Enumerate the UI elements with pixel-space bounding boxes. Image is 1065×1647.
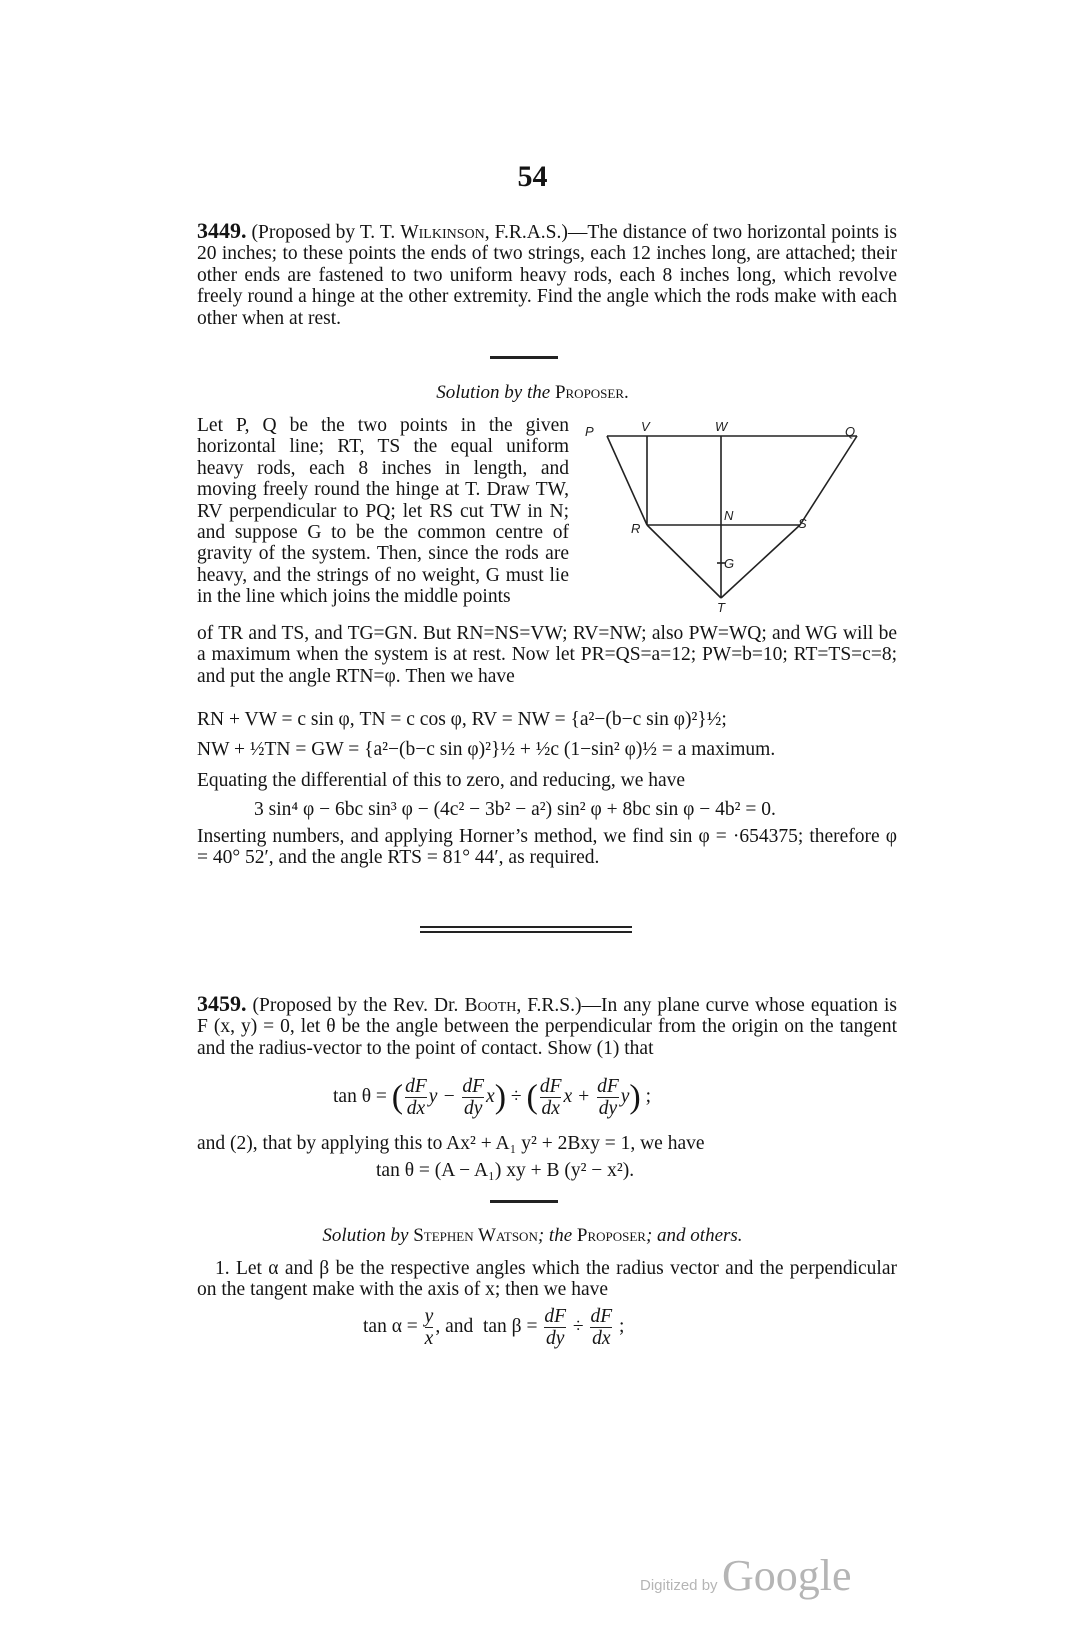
problem-number: 3449. — [197, 218, 247, 243]
problem-3459-part2: and (2), that by applying this to Ax² + A₁ y² + 2Bxy = 1, we have — [197, 1133, 705, 1154]
solution-heading — [0, 382, 1065, 404]
label-w: W — [715, 419, 728, 434]
eq4-frac-3: $\frac{dF}{dx}$ — [539, 1076, 562, 1119]
solution2-sep: ; the — [537, 1225, 573, 1246]
eq4-frac-2: $\frac{dF}{dy}$ — [462, 1076, 485, 1119]
eq4-frac-1: $\frac{dF}{dx}$ — [405, 1076, 427, 1119]
equation-4 — [333, 1076, 651, 1119]
solution2-others: ; and others. — [645, 1225, 743, 1246]
eq6-and: , and — [435, 1315, 474, 1337]
divider-short — [490, 356, 558, 359]
eq4-paren-close: ) — [494, 1078, 507, 1116]
equation-1: RN + VW = c sin φ, TN = c cos φ, RV = NW = {a²−(b−c sin φ)²}½; — [197, 709, 727, 730]
eq4-lhs: tan θ = — [333, 1085, 387, 1107]
solution-line: Equating the differential of this to zero, and reducing, we have — [197, 770, 686, 791]
eq4-end: ; — [645, 1085, 652, 1107]
problem-3459 — [197, 993, 897, 1059]
divider-short-2 — [490, 1200, 558, 1203]
eq4-term-3: x + — [563, 1085, 591, 1107]
solution2-proposer: Proposer — [576, 1225, 646, 1246]
equation-5: tan θ = (A − A₁) xy + B (y² − x²). — [376, 1160, 635, 1181]
label-n: N — [724, 508, 734, 523]
solution-conclusion: Inserting numbers, and applying Horner’s method, we find sin φ = ·654375; therefore φ = 40° 52′, and the angle RTS = 81° 44′, as required. — [197, 826, 897, 869]
digitized-watermark — [640, 1550, 852, 1601]
solution-author: Proposer. — [554, 382, 629, 403]
solution-text-full: of TR and TS, and TG=GN. But RN=NS=VW; RV=NW; also PW=WQ; and WG will be a maximum when the system is at rest. Now let PR=QS=a=12; PW=b=10; RT=TS=c=8; and put the angle RTN=φ. Then we have — [197, 623, 897, 687]
eq4-paren-close-2: ) — [629, 1078, 641, 1116]
page-number: 54 — [517, 160, 548, 193]
solution2-heading — [0, 1225, 1065, 1247]
label-r: R — [631, 521, 641, 536]
eq4-frac-4: $\frac{dF}{dy}$ — [597, 1076, 619, 1119]
solution-heading-label: Solution by the — [436, 382, 551, 403]
section-divider-bottom — [420, 931, 632, 933]
label-p: P — [585, 424, 594, 439]
watermark-small: Digitized by — [640, 1577, 718, 1594]
label-t: T — [717, 600, 725, 615]
label-q: Q — [845, 424, 856, 439]
problem-number: 3459. — [197, 991, 247, 1016]
watermark-logo: Google — [722, 1551, 852, 1600]
proposer-name: Wilkinson — [400, 222, 485, 243]
solution2-author: Stephen Watson — [413, 1225, 538, 1246]
solution-text-wrapped: Let P, Q be the two points in the given horizontal line; RT, TS the equal uniform heavy rods, each 8 inches in length, and moving freely round the hinge at T. Draw TW, RV perpendicular to PQ; let RS cut TW in N; and suppose G to be the common centre of gravity of the system. Then, since the rods are heavy, and the strings of no weight, G must lie in the line which joins the middle points — [197, 415, 569, 608]
section-divider-top — [420, 926, 632, 928]
label-g: G — [724, 556, 735, 571]
label-s: S — [798, 516, 807, 531]
eq6-divide: ÷ — [572, 1315, 584, 1337]
equation-3: 3 sin⁴ φ − 6bc sin³ φ − (4c² − 3b² − a²) sin² φ + 8bc sin φ − 4b² = 0. — [254, 799, 776, 820]
eq6-frac-1: $\frac{dF}{dy}$ — [544, 1306, 567, 1349]
solution2-text: 1. Let α and β be the respective angles which the radius vector and the perpendicular on the tangent make with the axis of x; then we have — [197, 1258, 897, 1301]
problem-intro: (Proposed by the Rev. Dr. — [252, 995, 465, 1016]
eq6-tan-alpha: tan α = — [363, 1315, 418, 1337]
eq6-frac-2: $\frac{dF}{dx}$ — [590, 1306, 613, 1349]
eq6-end: ; — [619, 1315, 625, 1337]
eq4-paren-open: ( — [391, 1078, 404, 1116]
eq4-divide: ÷ — [510, 1085, 522, 1107]
proposer-name: Booth — [464, 995, 517, 1016]
eq4-term-1: y − — [428, 1085, 456, 1107]
eq4-term-4: y — [620, 1085, 630, 1107]
label-v: V — [641, 419, 650, 434]
equation-6 — [363, 1306, 624, 1349]
eq4-paren-open-2: ( — [526, 1078, 538, 1116]
problem-text: , F.R.S.)—In any plane curve whose equation is F (x, y) = 0, let θ be the angle between the perpendicular from the origin on the tangent and the radius-vector to the point of contact. Show (1) that — [197, 995, 898, 1059]
problem-text: , F.R.A.S.)—The distance of two horizontal points is 20 inches; to these points the ends of two strings, each 12 inches long, are attached; their other ends are fastened to two uniform heavy rods, each 8 inches long, which revolve freely round a hinge at the other extremity. Find the angle which the rods make with each other when at rest. — [197, 222, 898, 329]
eq4-term-2: x — [486, 1085, 495, 1107]
solution2-label: Solution by — [322, 1225, 409, 1246]
equation-2: NW + ½TN = GW = {a²−(b−c sin φ)²}½ + ½c (1−sin² φ)½ = a maximum. — [197, 739, 776, 760]
problem-3449 — [197, 220, 897, 329]
problem-intro: (Proposed by T. T. — [251, 222, 401, 243]
eq6-frac-yx: $\frac{y}{x}$ — [424, 1306, 434, 1349]
geometry-diagram — [585, 419, 869, 616]
eq6-tan-beta: tan β = — [482, 1315, 538, 1337]
